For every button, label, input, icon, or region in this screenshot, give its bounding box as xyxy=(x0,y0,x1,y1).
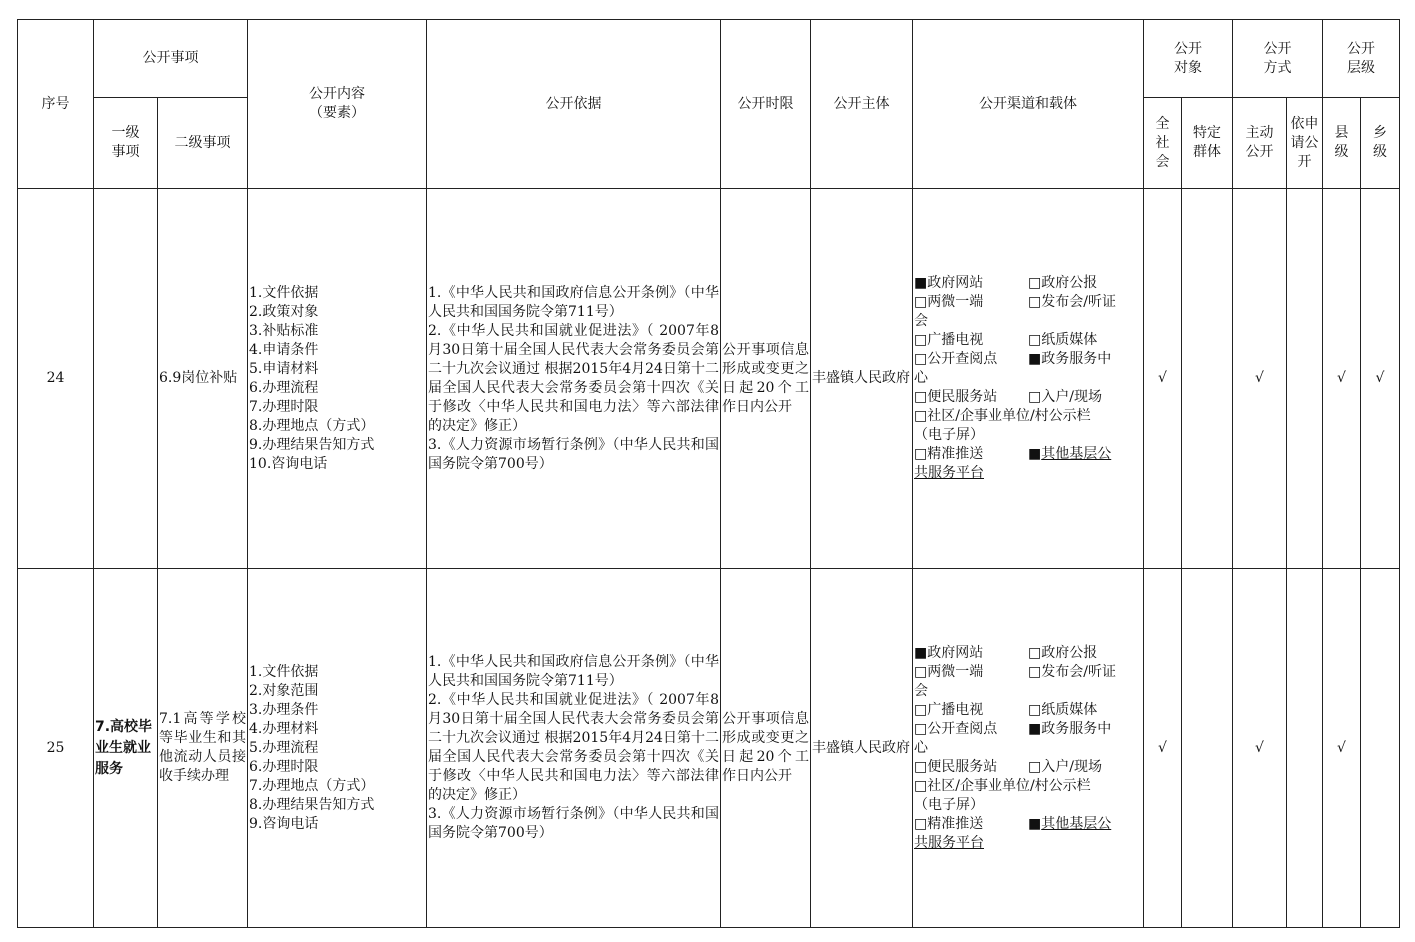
channel-option: □政府公报 xyxy=(1028,644,1098,661)
channel-option: □便民服务站 xyxy=(914,389,998,405)
header-method-active-l1: 主动 xyxy=(1245,125,1274,141)
row-tier-town: √ xyxy=(1361,189,1400,569)
content-item: 6.办理时限 xyxy=(249,758,319,775)
header-basis: 公开依据 xyxy=(427,20,721,189)
header-tier-county-l2: 级 xyxy=(1334,144,1349,160)
channel-option: ■政务服务中 xyxy=(1028,720,1112,737)
channel-option: □两微一端 xyxy=(914,663,984,680)
content-item: 1.文件依据 xyxy=(249,663,319,680)
row-basis: 1.《中华人民共和国政府信息公开条例》（中华人民共和国国务院令第711号） 2.《中华人民共和国就业促进法》（ 2007年8月30日第十届全国人民代表大会常务委员会第二十九次会议通过 根据2015年4月24日第十二届全国人民代表大会常务委员会第十四次《关于修改〈中华人民共和国电力法〉等六部法律的决定》修正） 3.《人力资源市场暂行条例》（中华人民共和国国务院令第700号） xyxy=(427,569,721,928)
header-method-active xyxy=(1233,98,1287,189)
content-item: 3.办理条件 xyxy=(249,701,319,718)
header-content xyxy=(248,20,427,189)
table-row xyxy=(18,569,1400,928)
row-channel xyxy=(913,189,1144,569)
header-obj-all-c1: 全 xyxy=(1155,115,1170,132)
header-tier-county-l1: 县 xyxy=(1334,125,1349,141)
table-row xyxy=(18,189,1400,569)
channel-option-wrap: 共服务平台 xyxy=(914,465,984,481)
content-item: 5.办理流程 xyxy=(249,739,319,756)
row-obj-specific xyxy=(1182,189,1233,569)
channel-option: □入户/现场 xyxy=(1028,758,1102,775)
header-tier-line2: 层级 xyxy=(1347,59,1375,76)
channel-option-wrap: 会 xyxy=(914,313,928,329)
content-item: 6.办理流程 xyxy=(249,379,319,396)
row-subject: 丰盛镇人民政府 xyxy=(811,569,913,928)
channel-option: □社区/企事业单位/村公示栏 xyxy=(914,408,1091,424)
content-item: 3.补贴标准 xyxy=(249,322,319,339)
row-tier-town xyxy=(1361,569,1400,928)
header-obj-all-c3: 会 xyxy=(1155,153,1170,170)
header-obj-specific-l1: 特定 xyxy=(1193,125,1221,141)
header-method-line1: 公开 xyxy=(1263,40,1292,57)
row-time-limit: 公开事项信息形成或变更之日起20个工作日内公开 xyxy=(721,189,811,569)
header-row-1 xyxy=(18,20,1400,98)
row-method-active: √ xyxy=(1233,189,1287,569)
content-item: 2.对象范围 xyxy=(249,682,319,699)
channel-option-wrap: 心 xyxy=(914,370,928,386)
channel-option: ■政府网站 xyxy=(914,644,984,661)
row-time-limit: 公开事项信息形成或变更之日起20个工作日内公开 xyxy=(721,569,811,928)
channel-option: □公开查阅点 xyxy=(914,351,998,367)
row-obj-all: √ xyxy=(1144,569,1182,928)
header-items: 公开事项 xyxy=(94,20,248,98)
row-level2: 7.1高等学校等毕业生和其他流动人员接收手续办理 xyxy=(158,569,248,928)
content-item: 2.政策对象 xyxy=(249,303,319,320)
header-method-line2: 方式 xyxy=(1263,59,1292,76)
row-obj-specific xyxy=(1182,569,1233,928)
channel-option: □便民服务站 xyxy=(914,758,998,775)
channel-option: □社区/企事业单位/村公示栏 xyxy=(914,777,1091,794)
content-item: 1.文件依据 xyxy=(249,284,319,301)
content-item: 10.咨询电话 xyxy=(249,455,328,472)
header-channel: 公开渠道和载体 xyxy=(913,20,1144,189)
content-item: 7.办理地点（方式） xyxy=(249,777,375,794)
row-level1 xyxy=(94,569,158,928)
header-tier-town-l1: 乡 xyxy=(1373,125,1387,141)
header-method-request-l3: 开 xyxy=(1297,153,1312,170)
header-content-line1: 公开内容 xyxy=(309,86,365,102)
row-content xyxy=(248,569,427,928)
header-level2: 二级事项 xyxy=(158,98,248,189)
row-method-request xyxy=(1287,189,1323,569)
checked-box-icon: ■ xyxy=(1028,815,1042,832)
channel-option: 其他基层公 xyxy=(1041,446,1112,462)
header-obj-specific-l2: 群体 xyxy=(1193,144,1221,160)
channel-option: □纸质媒体 xyxy=(1028,701,1098,718)
row-obj-all: √ xyxy=(1144,189,1182,569)
channel-option: □广播电视 xyxy=(914,701,984,718)
header-tier-line1: 公开 xyxy=(1347,40,1375,57)
header-subject: 公开主体 xyxy=(811,20,913,189)
channel-option: □公开查阅点 xyxy=(914,720,998,737)
header-tier-town-l2: 级 xyxy=(1373,144,1387,160)
header-obj-all-c2: 社 xyxy=(1155,134,1170,151)
channel-option: □发布会/听证 xyxy=(1028,663,1116,680)
row-level2: 6.9岗位补贴 xyxy=(158,189,248,569)
channel-option: □政府公报 xyxy=(1028,275,1098,291)
header-object-line1: 公开 xyxy=(1174,40,1202,57)
header-level1-line1: 一级 xyxy=(111,125,140,141)
content-item: 5.申请材料 xyxy=(249,360,319,377)
header-object xyxy=(1144,20,1233,98)
header-tier xyxy=(1323,20,1400,98)
row-tier-county: √ xyxy=(1323,569,1361,928)
row-seq: 24 xyxy=(18,189,94,569)
channel-option: □精准推送 xyxy=(914,446,984,462)
header-obj-specific xyxy=(1182,98,1233,189)
channel-option-wrap: 会 xyxy=(914,682,928,699)
header-method-active-l2: 公开 xyxy=(1245,144,1274,160)
row-seq: 25 xyxy=(18,569,94,928)
content-item: 9.办理结果告知方式 xyxy=(249,436,375,453)
channel-option: □入户/现场 xyxy=(1028,389,1102,405)
header-obj-all xyxy=(1144,98,1182,189)
header-tier-town xyxy=(1361,98,1400,189)
row-method-active: √ xyxy=(1233,569,1287,928)
content-item: 8.办理地点（方式） xyxy=(249,417,375,434)
header-seq: 序号 xyxy=(18,20,94,189)
row-content xyxy=(248,189,427,569)
content-item: 8.办理结果告知方式 xyxy=(249,796,375,813)
header-level1 xyxy=(94,98,158,189)
channel-option-wrap: 心 xyxy=(914,739,928,756)
content-item: 4.申请条件 xyxy=(249,341,319,358)
header-method-request-l1: 依申 xyxy=(1290,115,1319,132)
content-item: 4.办理材料 xyxy=(249,720,319,737)
channel-option-wrap: （电子屏） xyxy=(914,427,984,443)
header-level1-line2: 事项 xyxy=(111,144,140,160)
content-item: 7.办理时限 xyxy=(249,398,319,415)
disclosure-table xyxy=(17,19,1400,928)
header-method-request xyxy=(1287,98,1323,189)
row-tier-county: √ xyxy=(1323,189,1361,569)
row-method-request xyxy=(1287,569,1323,928)
channel-option-wrap: 共服务平台 xyxy=(914,834,984,851)
header-method xyxy=(1233,20,1323,98)
channel-option: □两微一端 xyxy=(914,294,984,310)
row-level1-text: 7.高校毕业生就业服务 xyxy=(95,718,153,777)
header-content-line2: （要素） xyxy=(309,105,365,121)
row-subject: 丰盛镇人民政府 xyxy=(811,189,913,569)
header-object-line2: 对象 xyxy=(1174,59,1202,76)
header-time-limit: 公开时限 xyxy=(721,20,811,189)
channel-option: □精准推送 xyxy=(914,815,984,832)
channel-option: □纸质媒体 xyxy=(1028,332,1098,348)
channel-option: ■政府网站 xyxy=(914,275,984,291)
channel-option: □广播电视 xyxy=(914,332,984,348)
row-basis: 1.《中华人民共和国政府信息公开条例》（中华人民共和国国务院令第711号） 2.《中华人民共和国就业促进法》（ 2007年8月30日第十届全国人民代表大会常务委员会第二十九次会议通过 根据2015年4月24日第十二届全国人民代表大会常务委员会第十四次《关于修改〈中华人民共和国电力法〉等六部法律的决定》修正） 3.《人力资源市场暂行条例》（中华人民共和国国务院令第700号） xyxy=(427,189,721,569)
channel-option: 其他基层公 xyxy=(1041,815,1112,832)
header-tier-county xyxy=(1323,98,1361,189)
checked-box-icon: ■ xyxy=(1028,446,1042,462)
row-level1 xyxy=(94,189,158,569)
row-channel xyxy=(913,569,1144,928)
header-method-request-l2: 请公 xyxy=(1290,134,1319,151)
channel-option-wrap: （电子屏） xyxy=(914,796,984,813)
channel-option: ■政务服务中 xyxy=(1028,351,1112,367)
channel-option: □发布会/听证 xyxy=(1028,294,1116,310)
content-item: 9.咨询电话 xyxy=(249,815,319,832)
